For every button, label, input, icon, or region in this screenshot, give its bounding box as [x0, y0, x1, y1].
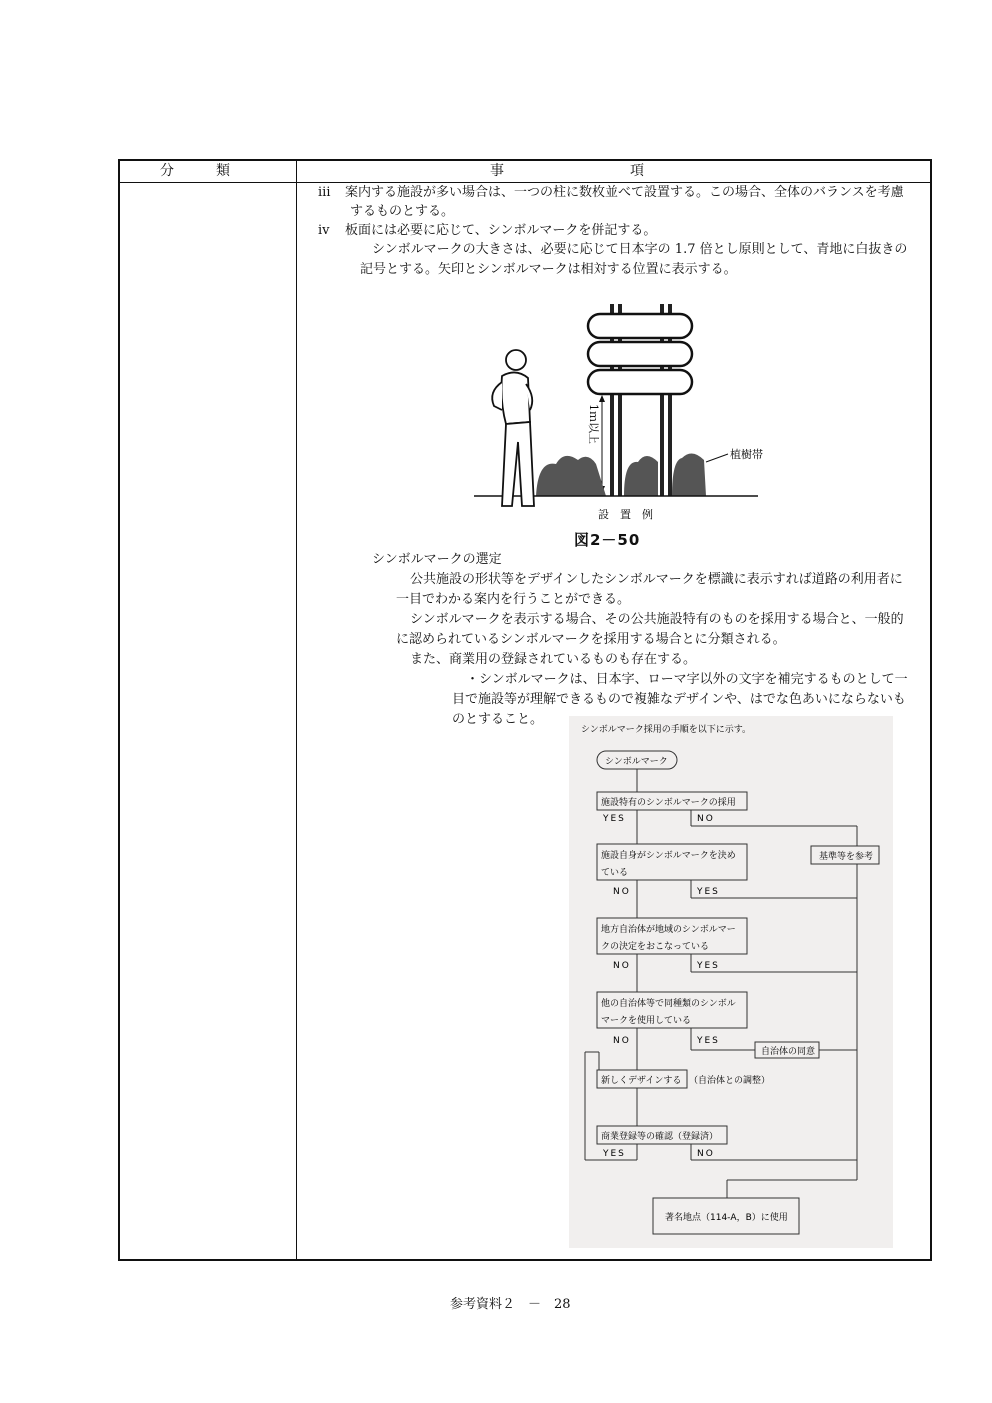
item-iii-line2: するものとする。 [350, 204, 455, 219]
height-label: 1ｍ以上 [587, 404, 600, 444]
selection-p2b: に認められているシンボルマークを採用する場合とに分類される。 [396, 632, 786, 647]
flow-yes1: YES [603, 814, 626, 824]
person-figure [492, 350, 534, 506]
flow-yes2: YES [697, 887, 720, 897]
flow-ref: 基準等を参考 [819, 852, 874, 862]
item-iii-line1: 案内する施設が多い場合は、一つの柱に数枚並べて設置する。この場合、全体のバランスを考慮 [345, 185, 904, 200]
signpost-illustration [466, 292, 766, 524]
example-label: 設 置 例 [598, 508, 653, 521]
flow-no1: NO [697, 814, 715, 824]
shrub-left [536, 456, 606, 496]
flow-new-design: 新しくデザインする [601, 1076, 682, 1086]
bullet-line-b: 目で施設等が理解できるもので複雑なデザインや、はでな色あいにならないも [452, 692, 906, 707]
item-iv-para2: 記号とする。矢印とシンボルマークは相対する位置に表示する。 [360, 262, 737, 277]
sign-board-2 [588, 342, 692, 366]
selection-p1a: 公共施設の形状等をデザインしたシンボルマークを標識に表示すれば道路の利用者に [410, 572, 903, 587]
flow-q3b: クの決定をおこなっている [601, 942, 710, 952]
flow-no2: NO [613, 887, 631, 897]
item-iv-line1: 板面には必要に応じて、シンボルマークを併記する。 [345, 223, 657, 238]
selection-p1b: 一目でわかる案内を行うことができる。 [396, 592, 631, 607]
flow-q3a: 地方自治体が地域のシンボルマー [601, 925, 736, 935]
flow-start: シンボルマーク [605, 757, 668, 767]
flow-no3: NO [613, 961, 631, 971]
item-iii-marker: ⅲ [318, 185, 331, 200]
flow-final: 著名地点（114-A，B）に使用 [665, 1213, 788, 1223]
table-header [120, 161, 930, 183]
flow-yes4: YES [697, 1036, 720, 1046]
selection-title: シンボルマークの選定 [372, 552, 502, 567]
flow-intro: シンボルマーク採用の手順を以下に示す。 [581, 725, 752, 735]
page-footer: 参考資料２ － 28 [450, 1297, 571, 1312]
bullet-line-c: のとすること。 [452, 712, 544, 727]
flow-yes3: YES [697, 961, 720, 971]
flow-q2b: ている [601, 868, 629, 878]
flow-q1: 施設特有のシンボルマークの採用 [601, 798, 736, 808]
flow-q4b: マークを使用している [601, 1016, 692, 1026]
flow-no4: NO [613, 1036, 631, 1046]
selection-p3: また、商業用の登録されているものも存在する。 [410, 652, 697, 667]
flow-yes5: YES [603, 1149, 626, 1159]
selection-p2a: シンボルマークを表示する場合、その公共施設特有のものを採用する場合と、一般的 [410, 612, 904, 627]
bullet-line-a: ・シンボルマークは、日本字、ローマ字以外の文字を補完するものとして一 [466, 672, 908, 687]
figure-caption: 図2－50 [574, 531, 641, 549]
item-iv-para1: シンボルマークの大きさは、必要に応じて日本字の 1.7 倍とし原則として、青地に白抜きの [372, 242, 908, 257]
sign-board-1 [588, 314, 692, 338]
sign-board-3 [588, 370, 692, 394]
shrub-middle [624, 456, 658, 496]
flow-adjust: （自治体との調整） [689, 1076, 771, 1086]
flow-consent: 自治体の同意 [761, 1047, 816, 1057]
flow-q5: 商業登録等の確認（登録済） [601, 1132, 719, 1142]
flowchart-scan [569, 716, 893, 1248]
flow-q2a: 施設自身がシンボルマークを決め [601, 851, 736, 861]
shrub-right [672, 453, 706, 496]
flow-q4a: 他の自治体等で同種類のシンボル [601, 999, 736, 1009]
flowchart [569, 716, 893, 1248]
planting-label: 植樹帯 [730, 448, 763, 461]
header-items: 事 項 [490, 163, 644, 179]
column-divider [296, 161, 297, 1259]
header-category: 分 類 [160, 163, 230, 179]
item-iv-marker: ⅳ [318, 223, 330, 238]
flow-no5: NO [697, 1149, 715, 1159]
